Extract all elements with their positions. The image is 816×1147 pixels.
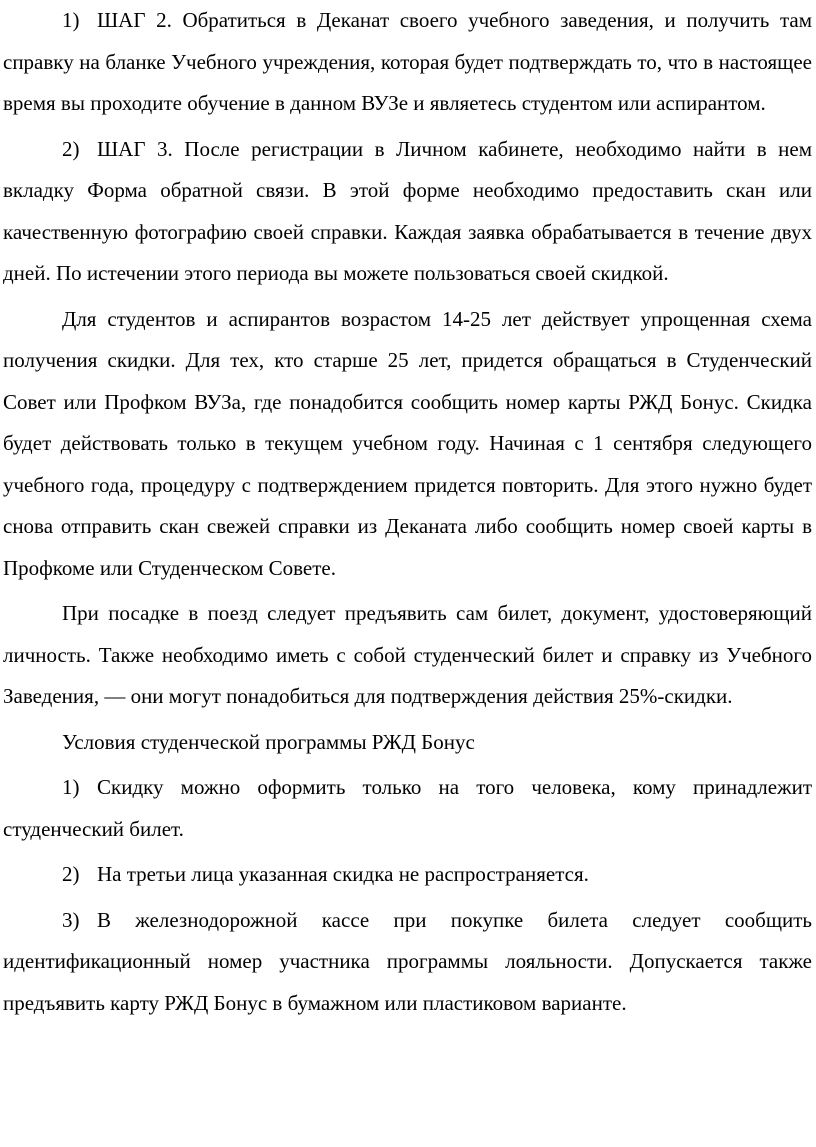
paragraph-text: На третьи лица указанная скидка не распространяется. (97, 862, 589, 886)
condition-paragraph (3, 767, 812, 850)
step-paragraph (3, 129, 812, 295)
heading-text: Условия студенческой программы РЖД Бонус (62, 729, 475, 754)
paragraph-text: При посадке в поезд следует предъявить сам билет, документ, удостоверяющий личность. Также необходимо иметь с собой студенческий билет и справку из Учебного Заведения, — они могут понадобиться для подтверждения действия 25%-скидки. (3, 601, 812, 708)
body-paragraph (3, 299, 812, 590)
list-number: 2) (62, 862, 80, 886)
paragraph-text: Для студентов и аспирантов возрастом 14-25 лет действует упрощенная схема получения скидки. Для тех, кто старше 25 лет, придется обращаться в Студенческий Совет или Профком ВУЗа, где понадобится сообщить номер карты РЖД Бонус. Скидка будет действовать только в текущем учебном году. Начиная с 1 сентября следующего учебного года, процедуру с подтверждением придется повторить. Для этого нужно будет снова отправить скан свежей справки из Деканата либо сообщить номер своей карты в Профкоме или Студенческом Совете. (3, 306, 812, 580)
paragraph-text: В железнодорожной кассе при покупке билета следует сообщить идентификационный номер участника программы лояльности. Допускается также предъявить карту РЖД Бонус в бумажном или пластиковом варианте. (3, 907, 812, 1015)
step-paragraph (3, 0, 812, 125)
paragraph-text: ШАГ 2. Обратиться в Деканат своего учебного заведения, и получить там справку на бланке Учебного учреждения, которая будет подтверждать то, что в настоящее время вы проходите обучение в данном ВУЗе и являетесь студентом или аспирантом. (3, 8, 812, 115)
list-number: 3) (62, 907, 80, 932)
paragraph-text: ШАГ 3. После регистрации в Личном кабинете, необходимо найти в нем вкладку Форма обратной связи. В этой форме необходимо предоставить скан или качественную фотографию своей справки. Каждая заявка обрабатывается в течение двух дней. По истечении этого периода вы можете пользоваться своей скидкой. (3, 136, 812, 285)
document-body (3, 0, 812, 1024)
body-paragraph (3, 593, 812, 718)
condition-paragraph (3, 854, 812, 896)
section-heading (3, 722, 812, 764)
condition-paragraph (3, 900, 812, 1025)
paragraph-text: Скидку можно оформить только на того человека, кому принадлежит студенческий билет. (3, 775, 812, 841)
list-number: 2) (62, 136, 80, 161)
list-number: 1) (62, 775, 80, 799)
list-number: 1) (62, 8, 80, 32)
